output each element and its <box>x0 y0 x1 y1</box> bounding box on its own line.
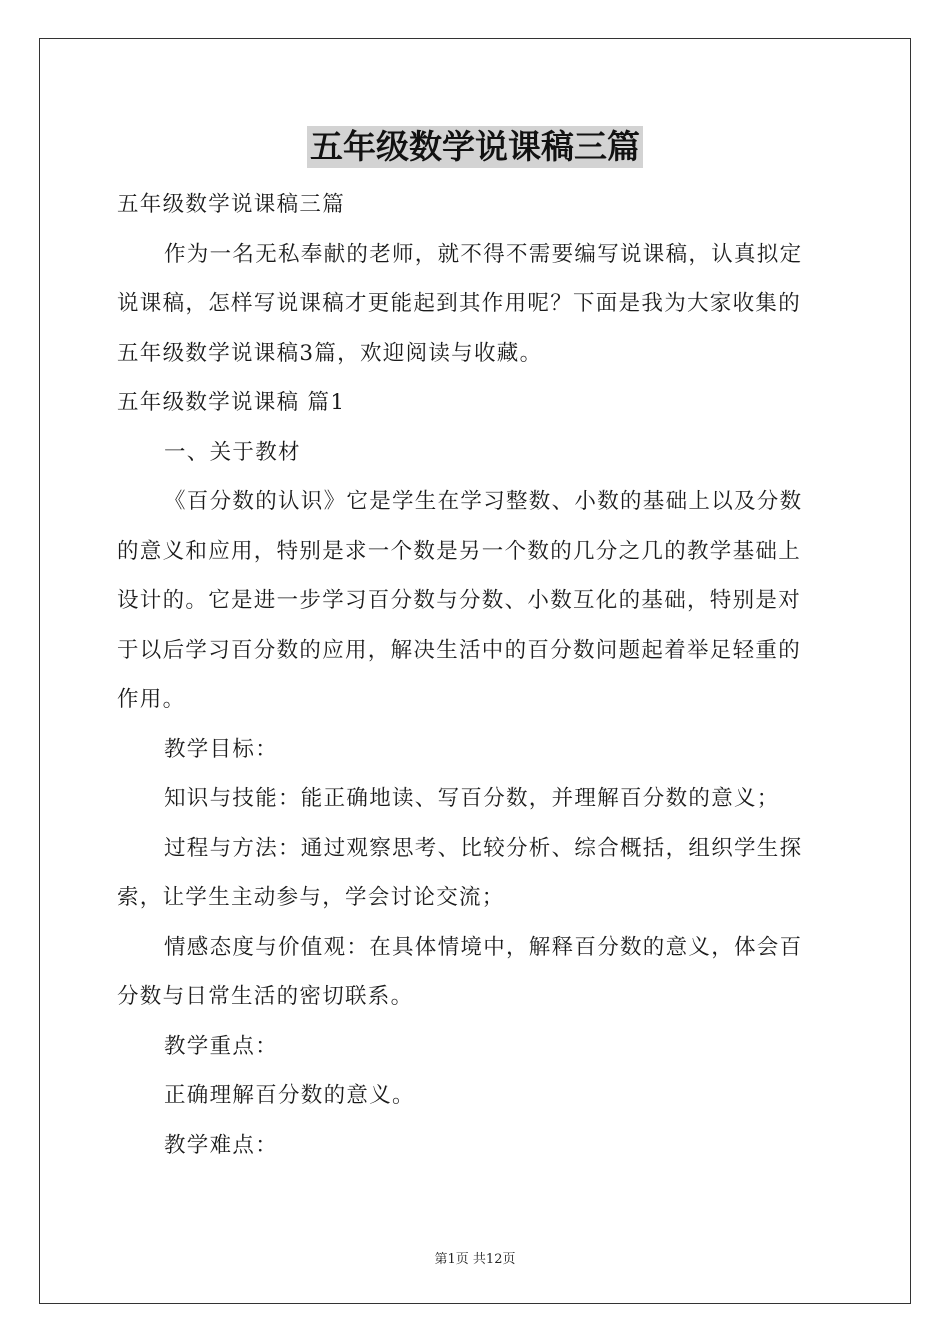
text-line: 一、关于教材 <box>164 439 301 465</box>
text-line: 的意义和应用，特别是求一个数是另一个数的几分之几的教学基础上 <box>117 538 802 564</box>
text-line: 分数与日常生活的密切联系。 <box>117 984 414 1009</box>
text-line: 情感态度与价值观：在具体情境中，解释百分数的意义，体会百 <box>164 934 803 960</box>
text-line: 教学目标： <box>164 736 279 762</box>
text-line: 作为一名无私奉献的老师，就不得不需要编写说课稿，认真拟定 <box>164 241 803 267</box>
text-line: 设计的。它是进一步学习百分数与分数、小数互化的基础，特别是对 <box>117 588 802 613</box>
text-line: 于以后学习百分数的应用，解决生活中的百分数问题起着举足轻重的 <box>117 637 802 663</box>
text-line: 作用。 <box>117 687 186 712</box>
text-line: 说课稿，怎样写说课稿才更能起到其作用呢？下面是我为大家收集的 <box>117 291 802 316</box>
document-title: 五年级数学说课稿三篇 <box>307 126 643 168</box>
title-container <box>0 126 950 168</box>
text-line: 教学重点： <box>164 1033 279 1059</box>
text-line: 《百分数的认识》它是学生在学习整数、小数的基础上以及分数 <box>164 489 803 514</box>
text-line: 五年级数学说课稿3篇，欢迎阅读与收藏。 <box>117 340 543 366</box>
text-line: 过程与方法：通过观察思考、比较分析、综合概括，组织学生探 <box>164 835 803 861</box>
text-line: 五年级数学说课稿 篇1 <box>117 390 346 415</box>
text-line: 正确理解百分数的意义。 <box>164 1083 415 1108</box>
text-line: 五年级数学说课稿三篇 <box>117 192 346 217</box>
text-line: 知识与技能：能正确地读、写百分数，并理解百分数的意义； <box>164 786 780 811</box>
text-line: 教学难点： <box>164 1132 279 1158</box>
document-body <box>117 180 833 1170</box>
text-line: 索，让学生主动参与，学会讨论交流； <box>117 885 505 910</box>
page-footer: 第1页 共12页 <box>434 1252 516 1267</box>
